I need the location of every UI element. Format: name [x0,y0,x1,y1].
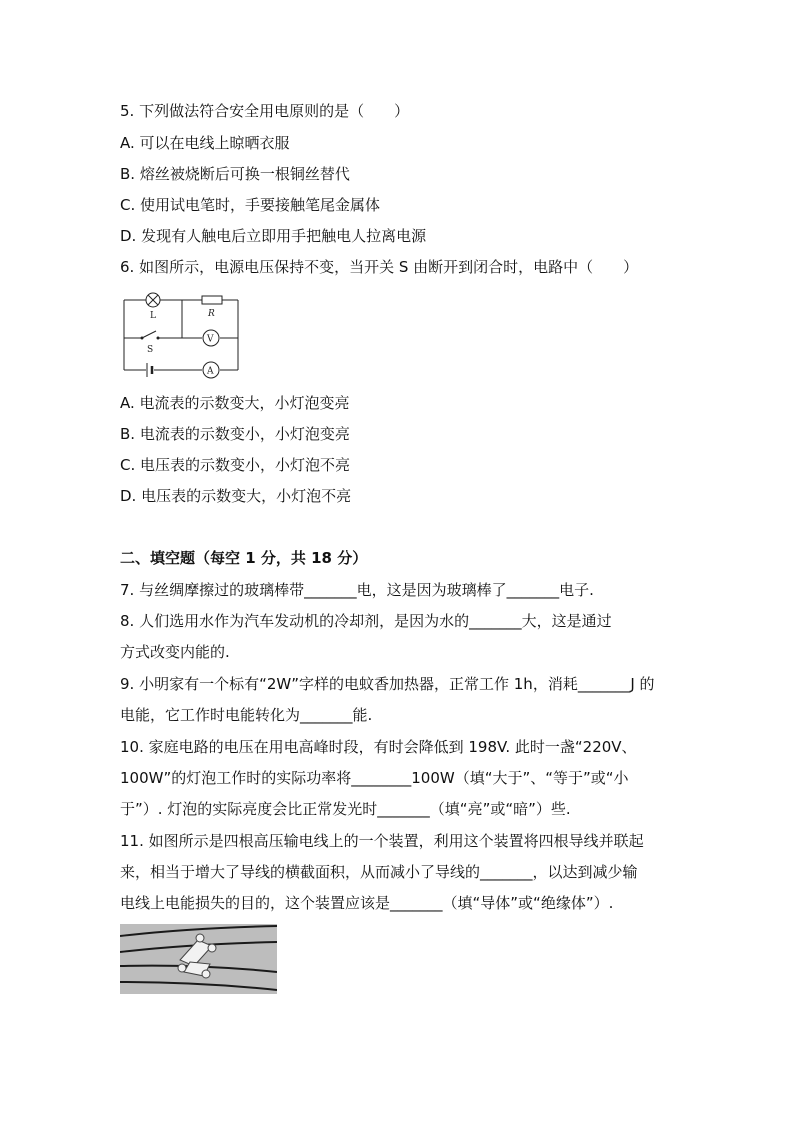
q6-option-c: C. 电压表的示数变小，小灯泡不亮 [120,456,351,474]
q6-option-b: B. 电流表的示数变小，小灯泡变亮 [120,425,350,443]
q11-line-2: 来，相当于增大了导线的横截面积，从而减小了导线的_______，以达到减少输 [120,863,638,881]
power-line-spacer-photo [120,924,277,994]
q6-stem: 6. 如图所示，电源电压保持不变，当开关 S 由断开到闭合时，电路中（ ） [120,258,639,276]
switch-label: S [147,345,154,355]
q8-line-2: 方式改变内能的. [120,643,230,661]
q11-line-3: 电线上电能损失的目的，这个装置应该是_______（填“导体”或“绝缘体”）. [120,894,614,912]
q5-option-c: C. 使用试电笔时，手要接触笔尾金属体 [120,196,381,214]
lamp-icon [146,293,160,307]
q7: 7. 与丝绸摩擦过的玻璃棒带_______电，这是因为玻璃棒了_______电子. [120,581,594,599]
q10-line-1: 10. 家庭电路的电压在用电高峰时段，有时会降低到 198V. 此时一盏“220V、 [120,738,637,756]
section-heading: 二、填空题（每空 1 分，共 18 分） [120,549,368,567]
q5-option-a: A. 可以在电线上晾晒衣服 [120,134,290,152]
lamp-label: L [150,311,156,321]
q5-option-b: B. 熔丝被烧断后可换一根铜丝替代 [120,165,350,183]
voltmeter-label: V [207,334,214,345]
q9-line-2: 电能，它工作时电能转化为_______能. [120,706,373,724]
battery-icon [147,363,152,377]
q10-line-3: 于”）. 灯泡的实际亮度会比正常发光时_______（填“亮”或“暗”）些. [120,800,571,818]
resistor-label: R [208,309,215,319]
ammeter-label: A [207,366,214,377]
q6-option-a: A. 电流表的示数变大，小灯泡变亮 [120,394,350,412]
circuit-diagram [120,288,244,386]
q5-option-d: D. 发现有人触电后立即用手把触电人拉离电源 [120,227,427,245]
q5-stem: 5. 下列做法符合安全用电原则的是（ ） [120,102,410,120]
q9-line-1: 9. 小明家有一个标有“2W”字样的电蚊香加热器，正常工作 1h，消耗_______J 的 [120,675,655,693]
q11-line-1: 11. 如图所示是四根高压输电线上的一个装置，利用这个装置将四根导线并联起 [120,832,644,850]
resistor-icon [202,296,222,304]
q8-line-1: 8. 人们选用水作为汽车发动机的冷却剂，是因为水的_______大，这是通过 [120,612,612,630]
q10-line-2: 100W”的灯泡工作时的实际功率将________100W（填“大于”、“等于”或“小 [120,769,629,787]
q6-option-d: D. 电压表的示数变大，小灯泡不亮 [120,487,352,505]
